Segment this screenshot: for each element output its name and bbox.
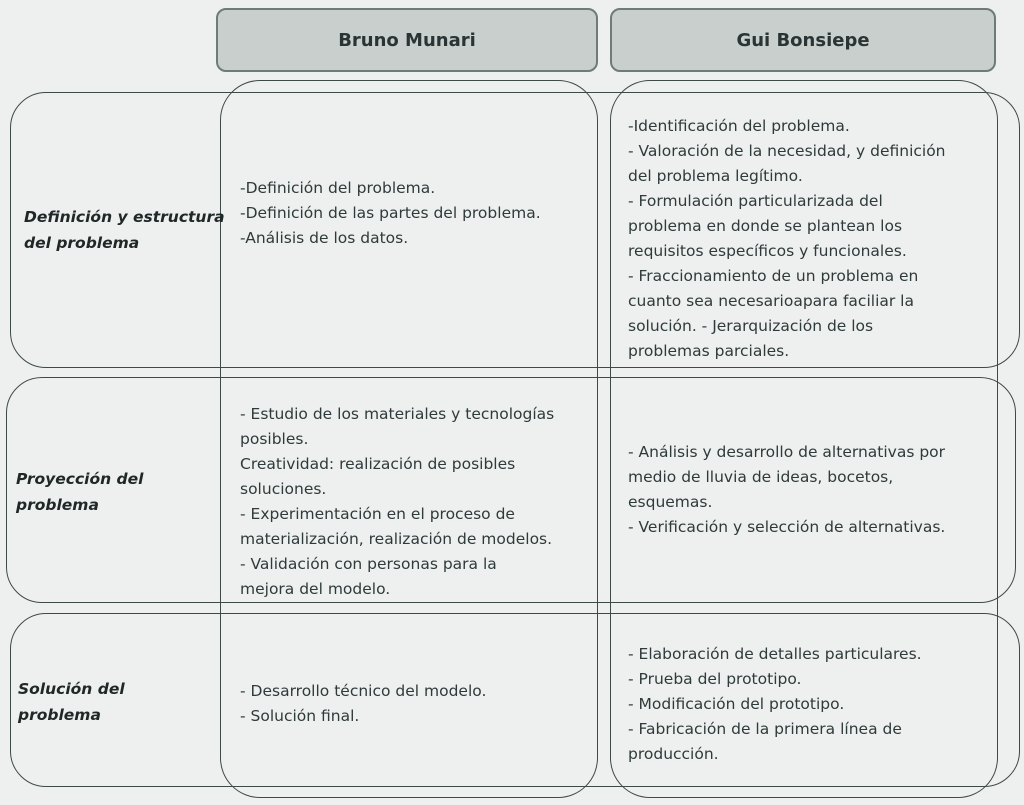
column-header-munari: Bruno Munari — [216, 8, 598, 72]
cell-bonsiepe-proyeccion: - Análisis y desarrollo de alternativas por medio de lluvia de ideas, bocetos, esquemas. - Verificación y selección de alternativas. — [628, 443, 946, 536]
cell-bonsiepe-solucion: - Elaboración de detalles particulares. - Prueba del prototipo. - Modificación del prototipo. - Fabricación de la primera línea de producción. — [628, 645, 922, 763]
cell-munari-proyeccion: - Estudio de los materiales y tecnologías posibles. Creatividad: realización de posibles soluciones. - Experimentación en el proceso de materialización, realización de modelos. - Validación con personas para la mejora del modelo. — [240, 405, 555, 598]
cell-bonsiepe-definicion: -Identificación del problema. - Valoración de la necesidad, y definición del problema legítimo. - Formulación particularizada del problema en donde se plantean los requisitos específicos y funcionales. - Fraccionamiento de un problema en cuanto sea necesarioapara faciliar la solución. - Jerarquización de los problemas parciales. — [628, 117, 946, 360]
cell-munari-definicion: -Definición del problema. -Definición de las partes del problema. -Análisis de los datos. — [240, 179, 541, 247]
cell-munari-solucion: - Desarrollo técnico del modelo. - Solución final. — [240, 682, 487, 725]
row-label-solucion: Solución del problema — [18, 680, 125, 724]
row-label-definicion: Definición y estructura del problema — [24, 208, 225, 252]
column-header-bonsiepe: Gui Bonsiepe — [610, 8, 996, 72]
row-label-proyeccion: Proyección del problema — [16, 470, 144, 514]
